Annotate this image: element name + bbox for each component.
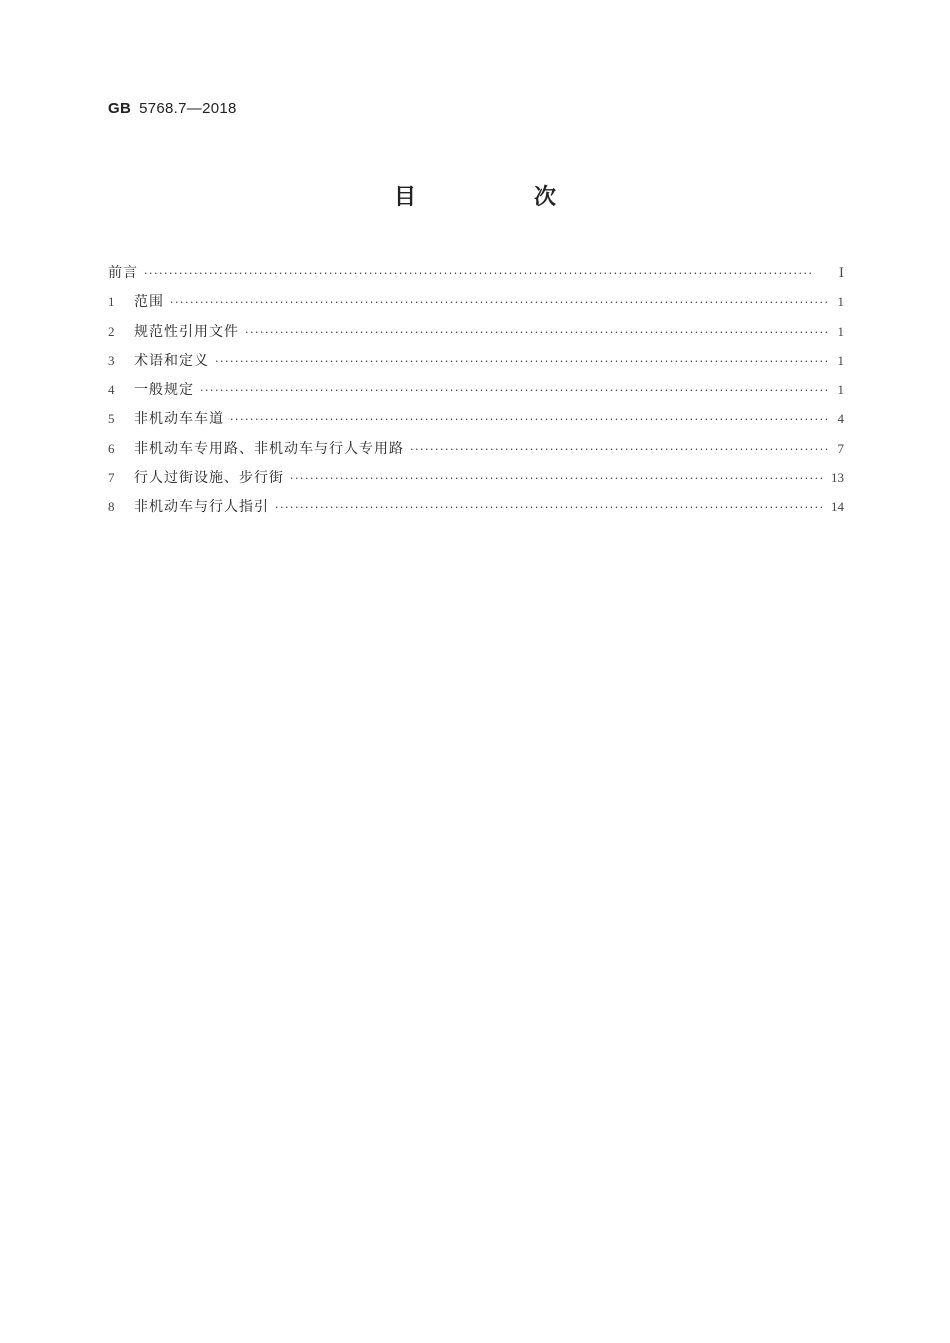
toc-entry-6[interactable] <box>108 434 844 463</box>
document-code <box>108 100 237 117</box>
toc-entry-4[interactable] <box>108 375 844 404</box>
toc-leader-dots <box>410 435 828 464</box>
toc-page-number: 1 <box>837 352 844 368</box>
toc-entry-label: 非机动车与行人指引 <box>134 499 269 516</box>
toc-entry-label: 一般规定 <box>134 382 194 399</box>
toc-page-number: 1 <box>837 294 844 310</box>
toc-section-number: 5 <box>108 411 115 427</box>
toc-leader-dots <box>245 318 828 347</box>
toc-section-number: 2 <box>108 323 115 339</box>
toc-leader-dots <box>144 259 828 288</box>
toc-entry-label: 规范性引用文件 <box>134 323 239 340</box>
toc-section-number: 4 <box>108 382 115 398</box>
toc-page-number: 1 <box>837 382 844 398</box>
toc-entry-label: 行人过街设施、步行街 <box>134 470 284 487</box>
toc-entry-8[interactable] <box>108 492 844 521</box>
toc-entry-label: 非机动车车道 <box>134 411 224 428</box>
standard-prefix: GB <box>108 100 132 117</box>
toc-entry-1[interactable] <box>108 287 844 316</box>
toc-leader-dots <box>170 288 828 317</box>
toc-entry-5[interactable] <box>108 404 844 433</box>
toc-entry-foreword[interactable] <box>108 258 844 287</box>
toc-entry-label: 范围 <box>134 294 164 311</box>
toc-section-number: 6 <box>108 440 115 456</box>
standard-number: 5768.7—2018 <box>139 100 237 117</box>
toc-leader-dots <box>230 405 828 434</box>
toc-entry-7[interactable] <box>108 463 844 492</box>
toc-leader-dots <box>215 347 828 376</box>
toc-leader-dots <box>290 464 825 493</box>
toc-entry-2[interactable] <box>108 317 844 346</box>
page-title: 目 次 <box>393 185 604 210</box>
toc-leader-dots <box>200 376 828 405</box>
toc-section-number: 1 <box>108 294 115 310</box>
toc-page-number: 13 <box>831 470 844 486</box>
table-of-contents <box>108 258 844 522</box>
toc-page-number: 14 <box>831 499 844 515</box>
toc-entry-label: 术语和定义 <box>134 352 209 369</box>
toc-section-number: 8 <box>108 499 115 515</box>
toc-entry-label: 前言 <box>108 265 138 281</box>
toc-page-number: 7 <box>837 440 844 456</box>
toc-section-number: 7 <box>108 470 115 486</box>
toc-section-number: 3 <box>108 352 115 368</box>
toc-page-number: 4 <box>837 411 844 427</box>
toc-page-number: 1 <box>837 323 844 339</box>
toc-page-number: Ⅰ <box>838 265 844 280</box>
toc-entry-3[interactable] <box>108 346 844 375</box>
toc-entry-label: 非机动车专用路、非机动车与行人专用路 <box>134 440 404 457</box>
toc-leader-dots <box>275 493 825 522</box>
